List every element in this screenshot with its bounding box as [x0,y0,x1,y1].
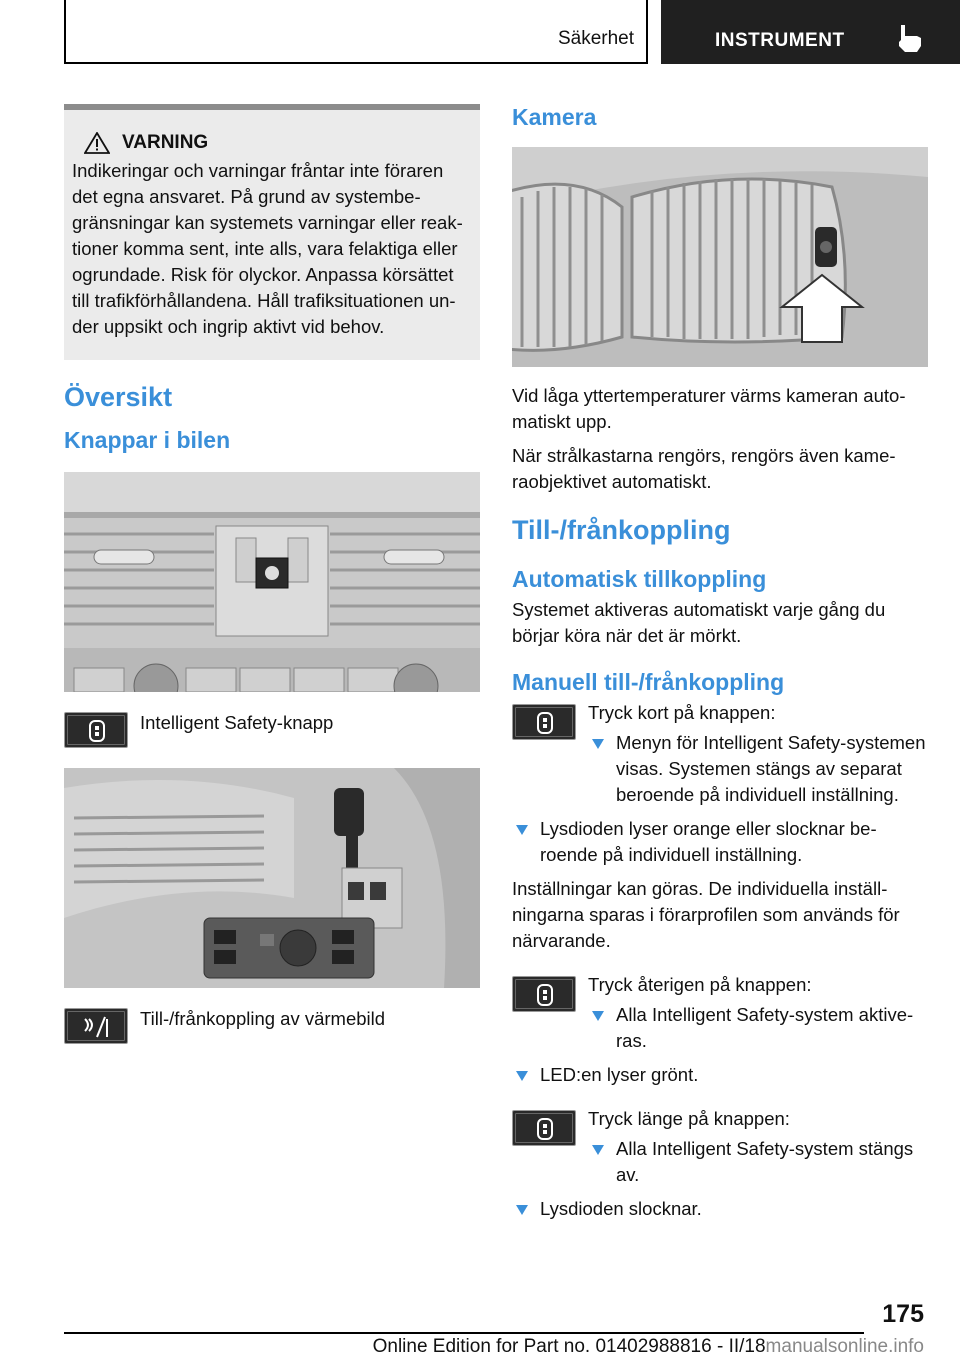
footer-watermark: manualsonline.info [765,1336,924,1357]
thermal-button-label: Till-/frånkoppling av värmebild [140,1008,386,1029]
safety-car-icon [531,1117,559,1141]
header-section-box [64,0,648,64]
safety-car-icon [83,719,111,743]
list-item: Alla Intelligent Safety-system stängs av. [588,1136,928,1188]
thermal-button-row [64,1008,480,1044]
footer-edition-text: Online Edition for Part no. 01402988816 - II/18 [372,1336,766,1357]
safety-button-icon-2 [512,976,576,1012]
press-long-list [588,1136,928,1188]
header-chapter-title: INSTRUMENT [715,30,845,51]
auto-heading: Automatisk tillkoppling [512,566,767,592]
camera-text-2: När strålkastarna rengörs, rengörs även kameraobjektivet automatiskt. [512,445,896,492]
safety-car-icon [531,983,559,1007]
light-switch-figure [64,768,480,988]
footer-divider [64,1332,864,1334]
press-short-list [588,730,928,808]
press-again-list-2 [512,1062,928,1088]
press-short-block [588,700,928,808]
footer-edition [0,1336,924,1358]
page-number: 175 [882,1300,924,1328]
press-again-text: Tryck återigen på knappen: [588,974,812,995]
press-short-list-2 [512,816,928,868]
safety-button-label: Intelligent Safety-knapp [140,712,334,733]
right-column [512,104,928,1222]
dashboard-buttons-figure [64,472,480,692]
thermal-image-button-icon [64,1008,128,1044]
header-chapter-box [661,0,960,64]
header-section-title: Säkerhet [557,28,634,49]
safety-button-row [64,712,480,748]
press-again-row [512,972,928,1054]
press-again-block [588,972,928,1054]
press-short-text: Tryck kort på knappen: [588,702,776,723]
light-switch-illustration [64,768,480,988]
camera-heading: Kamera [512,104,597,130]
warning-title: VARNING [122,132,209,153]
settings-text: Inställningar kan göras. De individuella inställningarna sparas i förarprofilen som används för närvarande. [512,878,900,951]
kidney-grille-illustration [512,147,928,367]
press-long-row [512,1106,928,1188]
list-item: Alla Intelligent Safety-system aktiveras. [588,1002,928,1054]
overview-heading: Översikt [64,382,173,412]
safety-button-icon-3 [512,1110,576,1146]
list-item: Lysdioden slocknar. [512,1196,928,1222]
warning-title-row [84,132,468,154]
list-item: LED:en lyser grönt. [512,1062,928,1088]
auto-text: Systemet aktiveras automatiskt varje gång du börjar köra när det är mörkt. [512,599,886,646]
dashboard-illustration [64,472,480,692]
left-column [64,104,480,1044]
warning-text: Indikeringar och varningar fråntar inte föraren det egna ansvaret. På grund av systembegränsningar kan systemets varningar eller reaktioner komma sent, inte alls, vara felaktiga eller ogrundade. Risk för olyckor. Anpassa körsättet till trafikförhållandena. Håll trafiksituationen under uppsikt och ingrip aktivt vid behov. [72,160,463,337]
list-item: Menyn för Intelligent Safety-systemen visas. Systemen stängs av separat beroende på individuell inställning. [588,730,928,808]
warning-triangle-icon [84,132,110,154]
press-long-list-2 [512,1196,928,1222]
intelligent-safety-button-icon [64,712,128,748]
warning-box [64,104,480,360]
buttons-heading: Knappar i bilen [64,427,231,453]
press-short-row [512,704,928,808]
press-long-text: Tryck länge på knappen: [588,1108,790,1129]
night-vision-icon [83,1015,111,1039]
safety-car-icon [531,711,559,735]
safety-button-icon-1 [512,704,576,740]
onoff-heading: Till-/frånkoppling [512,515,731,545]
hand-pointer-icon [897,24,923,54]
camera-text-1: Vid låga yttertemperaturer värms kameran automatiskt upp. [512,385,906,432]
camera-figure [512,147,928,367]
manual-heading: Manuell till-/frånkoppling [512,669,785,695]
press-long-block [588,1106,928,1188]
press-again-list [588,1002,928,1054]
list-item: Lysdioden lyser orange eller slocknar beroende på individuell inställning. [512,816,928,868]
